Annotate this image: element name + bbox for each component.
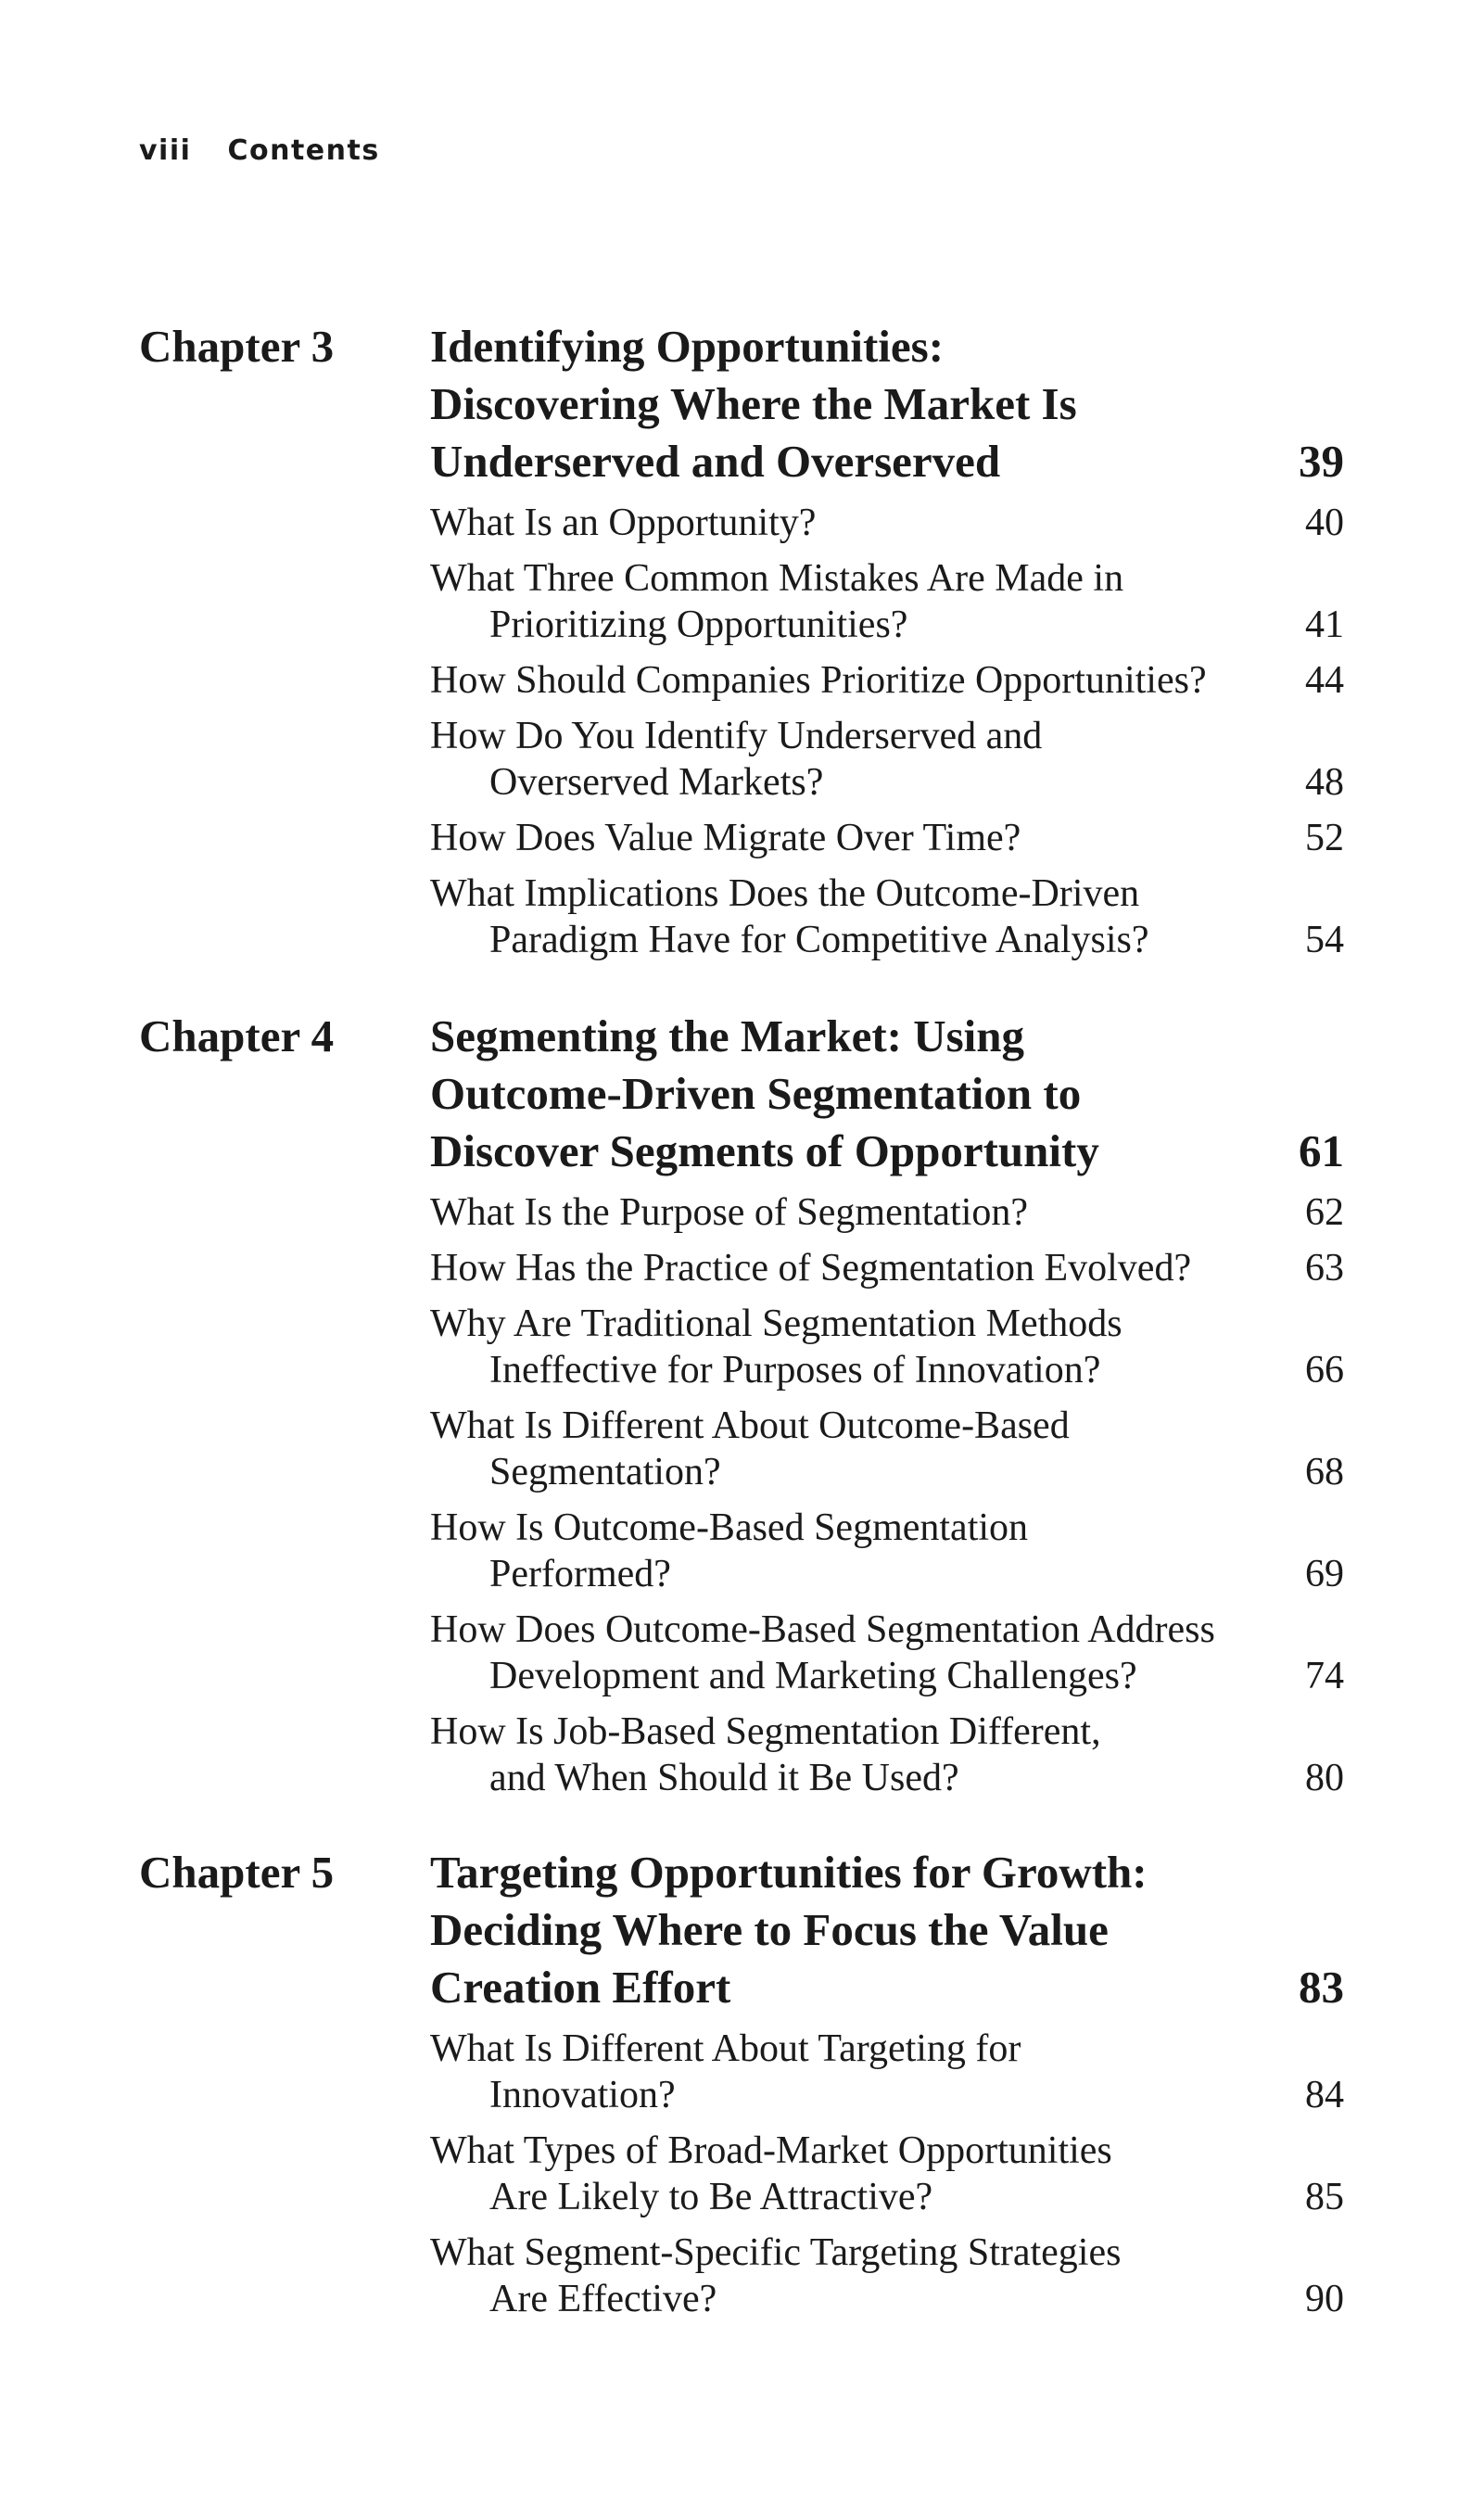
entry-text: What Three Common Mistakes Are Made in	[430, 557, 1124, 600]
entry-page-number: 62	[1305, 1191, 1344, 1234]
chapter-page-number: 61	[1299, 1125, 1344, 1176]
chapter-title-line: Discovering Where the Market Is	[430, 378, 1077, 429]
entry-page-number: 69	[1305, 1553, 1344, 1595]
entry-page-number: 68	[1305, 1451, 1344, 1493]
entry-text-continued: Development and Marketing Challenges?	[489, 1655, 1137, 1697]
chapter-contents	[430, 1844, 1344, 2322]
toc-entry[interactable]	[430, 870, 1344, 963]
entry-text-continued: Segmentation?	[489, 1451, 721, 1493]
toc-entry[interactable]	[430, 1245, 1344, 1291]
entry-page-number: 48	[1305, 761, 1344, 804]
entry-text: What Implications Does the Outcome-Driven	[430, 872, 1140, 915]
entry-page-number: 85	[1305, 2176, 1344, 2218]
chapter-contents	[430, 318, 1344, 963]
toc-entry[interactable]	[430, 1607, 1344, 1699]
toc-entry[interactable]	[430, 1505, 1344, 1597]
chapter-page-number: 83	[1299, 1962, 1344, 2013]
toc-entry[interactable]	[430, 555, 1344, 648]
chapter-label: Chapter 5	[139, 1847, 335, 1898]
entry-page-number: 41	[1305, 604, 1344, 646]
entry-text: How Does Outcome-Based Segmentation Address	[430, 1608, 1215, 1651]
section-title: Contents	[227, 134, 380, 167]
entry-text: What Is the Purpose of Segmentation?	[430, 1191, 1029, 1234]
entry-text-continued: Are Effective?	[489, 2278, 717, 2320]
entry-page-number: 90	[1305, 2278, 1344, 2320]
entry-text-continued: and When Should it Be Used?	[489, 1757, 959, 1799]
entry-page-number: 40	[1305, 502, 1344, 544]
entry-text: How Has the Practice of Segmentation Evolved?	[430, 1247, 1192, 1290]
entry-page-number: 52	[1305, 817, 1344, 859]
chapter-title[interactable]	[430, 318, 1344, 490]
entry-page-number: 80	[1305, 1757, 1344, 1799]
entry-text: What Is an Opportunity?	[430, 502, 817, 544]
entry-text-continued: Performed?	[489, 1553, 671, 1595]
entry-text: What Is Different About Targeting for	[430, 2027, 1021, 2070]
toc-entry[interactable]	[430, 713, 1344, 806]
chapter-title[interactable]	[430, 1844, 1344, 2016]
toc-entry[interactable]	[430, 500, 1344, 546]
entry-text: Why Are Traditional Segmentation Methods	[430, 1302, 1123, 1345]
entry-text-continued: Overserved Markets?	[489, 761, 824, 804]
chapter-title-line: Targeting Opportunities for Growth:	[430, 1847, 1148, 1898]
entry-page-number: 66	[1305, 1349, 1344, 1391]
entry-text: How Do You Identify Underserved and	[430, 715, 1043, 757]
entry-text-continued: Prioritizing Opportunities?	[489, 604, 908, 646]
chapter-page-number: 39	[1299, 436, 1344, 487]
running-head	[139, 133, 380, 170]
entry-text: How Is Outcome-Based Segmentation	[430, 1506, 1029, 1549]
entry-text-continued: Innovation?	[489, 2074, 676, 2116]
entry-text: What Types of Broad-Market Opportunities	[430, 2129, 1112, 2172]
entry-text-continued: Ineffective for Purposes of Innovation?	[489, 1349, 1101, 1391]
chapter-title-line: Creation Effort	[430, 1962, 731, 2013]
chapter-title-line: Segmenting the Market: Using	[430, 1010, 1025, 1061]
entry-page-number: 44	[1305, 659, 1344, 702]
chapter-contents	[430, 1008, 1344, 1801]
entry-text: How Is Job-Based Segmentation Different,	[430, 1710, 1101, 1753]
toc-entry[interactable]	[430, 1709, 1344, 1801]
toc-entry[interactable]	[430, 2026, 1344, 2118]
chapter-title-line: Deciding Where to Focus the Value	[430, 1904, 1109, 1955]
entry-text-continued: Paradigm Have for Competitive Analysis?	[489, 919, 1149, 961]
entry-text-continued: Are Likely to Be Attractive?	[489, 2176, 933, 2218]
entry-page-number: 74	[1305, 1655, 1344, 1697]
page-folio: viii	[139, 134, 192, 167]
entry-page-number: 54	[1305, 919, 1344, 961]
chapter-title-line: Discover Segments of Opportunity	[430, 1125, 1099, 1176]
entry-page-number: 84	[1305, 2074, 1344, 2116]
toc-entry[interactable]	[430, 657, 1344, 704]
chapter-title-line: Outcome-Driven Segmentation to	[430, 1068, 1082, 1119]
toc-entry[interactable]	[430, 2230, 1344, 2322]
toc-entry[interactable]	[430, 2128, 1344, 2220]
toc-entry[interactable]	[430, 1301, 1344, 1393]
entry-text: What Segment-Specific Targeting Strategies	[430, 2231, 1122, 2274]
toc-entry[interactable]	[430, 1189, 1344, 1236]
chapter-title-line: Identifying Opportunities:	[430, 321, 945, 372]
chapter-title[interactable]	[430, 1008, 1344, 1180]
entry-text: How Should Companies Prioritize Opportunities?	[430, 659, 1207, 702]
chapter-label: Chapter 4	[139, 1010, 335, 1061]
entry-text: What Is Different About Outcome-Based	[430, 1404, 1070, 1447]
chapter-label: Chapter 3	[139, 321, 335, 372]
chapter-title-line: Underserved and Overserved	[430, 436, 1001, 487]
entry-page-number: 63	[1305, 1247, 1344, 1290]
entry-text: How Does Value Migrate Over Time?	[430, 817, 1021, 859]
toc-entry[interactable]	[430, 815, 1344, 861]
toc-entry[interactable]	[430, 1403, 1344, 1495]
